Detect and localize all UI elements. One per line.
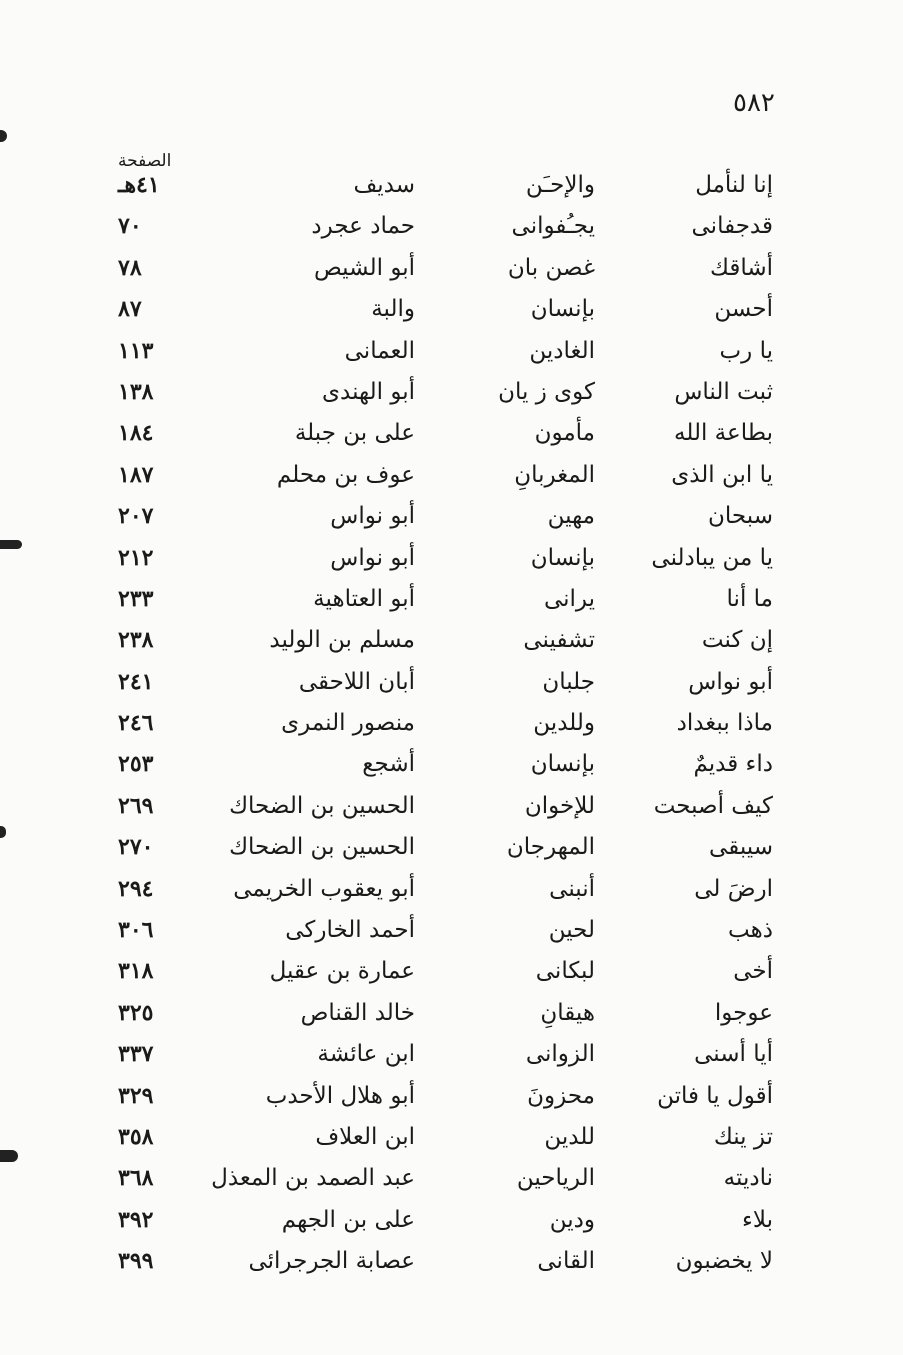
rhyme-word: والإحـَن xyxy=(525,172,595,198)
page-reference: ٢٠٧ xyxy=(118,503,154,530)
poem-opening: سيبقى xyxy=(709,834,773,861)
poem-opening: ارضَ لى xyxy=(694,875,773,902)
poet-name: أبو يعقوب الخريمى xyxy=(233,875,415,902)
page-number: ٥٨٢ xyxy=(733,88,775,118)
rhyme-word: أنبنى xyxy=(549,875,595,902)
poet-name: عمارة بن عقيل xyxy=(269,958,415,985)
page-reference: ٧٠ xyxy=(118,213,142,240)
page-reference: ٨٧ xyxy=(118,296,142,323)
rhyme-word: محزونَ xyxy=(527,1082,595,1109)
rhyme-word: بإنسان xyxy=(530,751,595,778)
index-row xyxy=(0,579,903,620)
poem-opening: ماذا ببغداد xyxy=(676,710,773,737)
page-reference: ٣٩٢ xyxy=(118,1206,154,1233)
rhyme-word: المغربانِ xyxy=(514,461,595,488)
poet-name: أبو نواس xyxy=(330,503,415,530)
page-reference: ٢٥٣ xyxy=(118,751,154,778)
rhyme-word: الرياحين xyxy=(516,1165,595,1192)
page-reference: ١٨٧ xyxy=(118,461,154,488)
index-row xyxy=(0,248,903,289)
poet-name: أبو هلال الأحدب xyxy=(265,1082,415,1109)
index-row xyxy=(0,620,903,661)
poet-name: عبد الصمد بن المعذل xyxy=(211,1165,415,1192)
poet-name: أبو العتاهية xyxy=(313,585,415,612)
page-reference: ٣٣٧ xyxy=(118,1041,154,1068)
page-reference: ٢٤٦ xyxy=(118,710,154,737)
poet-name: أشجع xyxy=(362,751,415,778)
index-row xyxy=(0,331,903,372)
poem-opening: بطاعة الله xyxy=(674,420,773,447)
page-reference: ٣٦٨ xyxy=(118,1165,154,1192)
poet-name: أبو نواس xyxy=(330,544,415,571)
poet-name: أبو الشيص xyxy=(313,254,415,281)
page-reference: ١٨٤ xyxy=(118,420,154,447)
poem-opening: تز ينك xyxy=(713,1123,773,1150)
poet-name: مسلم بن الوليد xyxy=(269,627,415,654)
rhyme-word: يجـُفوانى xyxy=(511,213,595,240)
index-row xyxy=(0,744,903,785)
rhyme-word: القانى xyxy=(537,1248,595,1275)
poem-opening: ناديته xyxy=(723,1165,773,1192)
poet-name: أحمد الخاركى xyxy=(285,917,415,944)
index-row xyxy=(0,993,903,1034)
poet-name: أبو الهندى xyxy=(322,378,415,405)
rhyme-word: بإنسان xyxy=(530,544,595,571)
page-reference: ٣٩٩ xyxy=(118,1248,154,1275)
rhyme-word: لبكانى xyxy=(535,958,595,985)
index-row xyxy=(0,1117,903,1158)
index-row xyxy=(0,1158,903,1199)
poet-name: منصور النمرى xyxy=(281,710,415,737)
poem-opening: أشاقك xyxy=(709,254,773,281)
page-reference: ٣٢٩ xyxy=(118,1082,154,1109)
poem-opening: ذهب xyxy=(728,917,773,944)
index-row xyxy=(0,289,903,330)
poem-opening: قدجفانى xyxy=(691,213,773,240)
poem-opening: داء قديمٌ xyxy=(693,751,773,778)
poem-opening: ما أنا xyxy=(726,585,773,612)
scan-margin-mark xyxy=(0,130,7,142)
rhyme-word: مهين xyxy=(547,503,595,530)
poem-opening: أيا أسنى xyxy=(694,1041,773,1068)
rhyme-word: هيقانِ xyxy=(540,999,595,1026)
poet-name: عصابة الجرجرائى xyxy=(248,1248,415,1275)
index-row xyxy=(0,786,903,827)
page-reference: ٢٧٠ xyxy=(118,834,154,861)
index-row xyxy=(0,538,903,579)
poet-name: الحسين بن الضحاك xyxy=(229,792,415,819)
poet-name: حماد عجرد xyxy=(311,213,415,240)
index-row xyxy=(0,165,903,206)
page-reference: ٢١٢ xyxy=(118,544,154,571)
index-row xyxy=(0,1241,903,1282)
index-row xyxy=(0,1200,903,1241)
page-reference: ٣٠٦ xyxy=(118,917,154,944)
poem-opening: أحسن xyxy=(714,296,773,323)
index-row xyxy=(0,827,903,868)
rhyme-word: لحين xyxy=(548,917,595,944)
page-reference: ٢٤١ xyxy=(118,668,154,695)
index-row xyxy=(0,496,903,537)
page-reference: ٧٨ xyxy=(118,254,142,281)
rhyme-word: للدين xyxy=(544,1123,595,1150)
poem-opening: يا من يبادلنى xyxy=(651,544,773,571)
rhyme-word: الغادين xyxy=(529,337,595,364)
poem-index-table xyxy=(0,165,903,1283)
poet-name: سديف xyxy=(353,172,415,198)
poem-opening: إنا لنأمل xyxy=(695,172,773,198)
page-reference: ٢٩٤ xyxy=(118,875,154,902)
poem-opening: كيف أصبحت xyxy=(653,792,773,819)
poem-opening: ثبت الناس xyxy=(674,378,773,405)
poem-opening: عوجوا xyxy=(714,999,773,1026)
rhyme-word: كوى ز يان xyxy=(498,378,595,405)
index-row xyxy=(0,869,903,910)
poem-opening: يا رب xyxy=(719,337,773,364)
poet-name: ابن عائشة xyxy=(317,1041,415,1068)
poem-opening: يا ابن الذى xyxy=(671,461,773,488)
rhyme-word: الزوانى xyxy=(525,1041,595,1068)
poet-name: خالد القناص xyxy=(300,999,415,1026)
poem-opening: أبو نواس xyxy=(688,668,773,695)
index-row xyxy=(0,951,903,992)
rhyme-word: المهرجان xyxy=(506,834,595,861)
poet-name: على بن جبلة xyxy=(294,420,415,447)
page-reference: ١١٣ xyxy=(118,337,154,364)
page-reference: ٢٦٩ xyxy=(118,792,154,819)
page-reference: ٤١هـ xyxy=(118,172,160,198)
index-row xyxy=(0,413,903,454)
page-reference: ٢٣٣ xyxy=(118,585,154,612)
page-reference: ٢٣٨ xyxy=(118,627,154,654)
page-reference: ١٣٨ xyxy=(118,378,154,405)
poem-opening: سبحان xyxy=(708,503,773,530)
poet-name: الحسين بن الضحاك xyxy=(229,834,415,861)
rhyme-word: بإنسان xyxy=(530,296,595,323)
index-row xyxy=(0,206,903,247)
poem-opening: أقول يا فاتن xyxy=(657,1082,773,1109)
poet-name: ابن العلاف xyxy=(315,1123,415,1150)
rhyme-word: للإخوان xyxy=(524,792,595,819)
poem-opening: إن كنت xyxy=(701,627,773,654)
page-reference: ٣١٨ xyxy=(118,958,154,985)
poet-name: والبة xyxy=(371,296,415,323)
index-row xyxy=(0,703,903,744)
poem-opening: لا يخضبون xyxy=(675,1248,773,1275)
rhyme-word: ودين xyxy=(549,1206,595,1233)
poet-name: أبان اللاحقى xyxy=(298,668,415,695)
page-reference: ٣٥٨ xyxy=(118,1123,154,1150)
page-column-header: الصفحة xyxy=(118,151,172,171)
poem-opening: أخى xyxy=(733,958,773,985)
poet-name: العمانى xyxy=(344,337,415,364)
rhyme-word: يرانى xyxy=(543,585,595,612)
index-row xyxy=(0,372,903,413)
poet-name: على بن الجهم xyxy=(281,1206,415,1233)
index-row xyxy=(0,1034,903,1075)
rhyme-word: مأمون xyxy=(534,420,595,447)
poem-opening: بلاء xyxy=(742,1206,773,1233)
poet-name: عوف بن محلم xyxy=(276,461,415,488)
rhyme-word: تشفينى xyxy=(523,627,595,654)
index-row xyxy=(0,662,903,703)
page-reference: ٣٢٥ xyxy=(118,999,154,1026)
rhyme-word: غصن بان xyxy=(507,254,595,281)
index-row xyxy=(0,1076,903,1117)
rhyme-word: جلبان xyxy=(542,668,595,695)
index-row xyxy=(0,455,903,496)
index-row xyxy=(0,910,903,951)
rhyme-word: وللدين xyxy=(533,710,595,737)
